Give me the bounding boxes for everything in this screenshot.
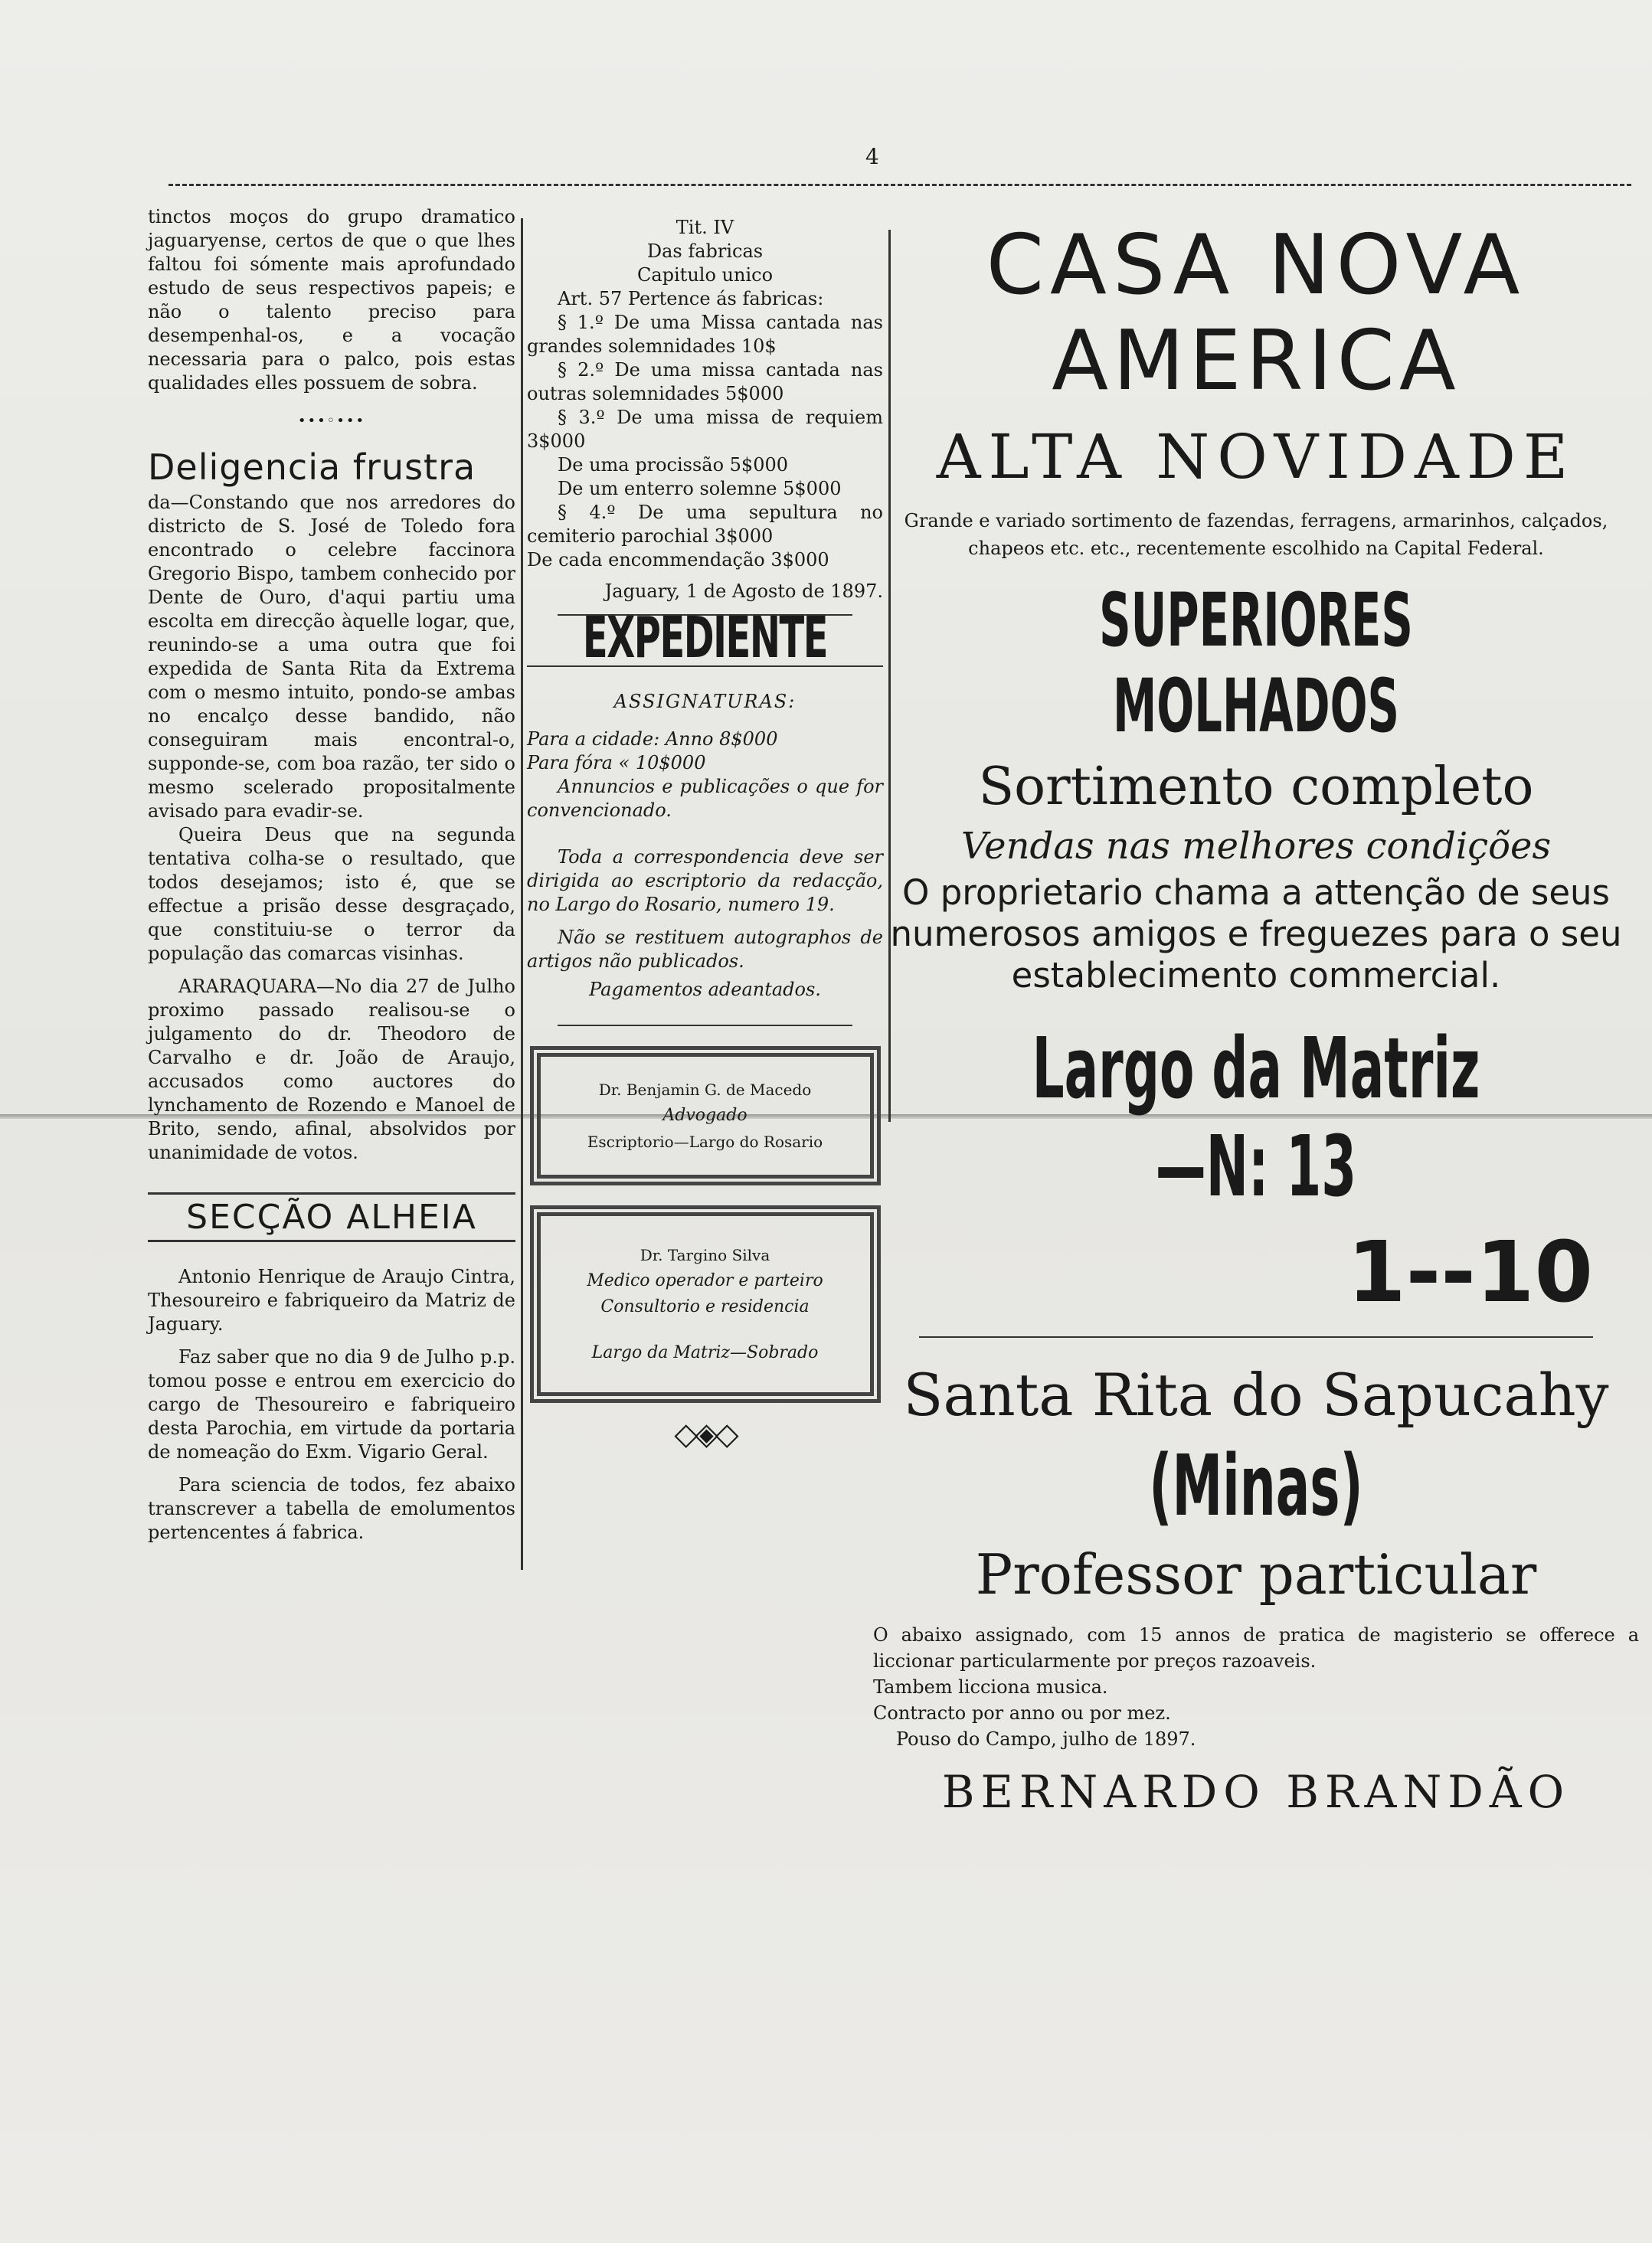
price-fora: Para fóra « 10$000 <box>527 752 706 773</box>
seccao-alheia-title: SECÇÃO ALHEIA <box>148 1192 515 1242</box>
page-number: 4 <box>865 144 879 169</box>
ad-proprietario: O proprietario chama a attenção de seus numerosos amigos e freguezes para o seu establecimento commercial. <box>890 872 1622 996</box>
professor-text: O abaixo assignado, com 15 annos de pratica de magisterio se offerece a liccionar particularmente por preços razoaveis. <box>873 1624 1639 1672</box>
ad-description: Grande e variado sortimento de fazendas, ferragens, armarinhos, calçados, chapeos etc. etc., recentemente escolhido na Capital Federal. <box>904 510 1608 559</box>
business-card-targino <box>530 1205 881 1403</box>
paragraph: tinctos moços do grupo dramatico jaguaryense, certos de que o que lhes faltou foi sómente mais aprofundado estudo de seus respectivos papeis; e não o talento preciso para desempenhal-os, e a vocação necessaria para o palco, pois estas qualidades elles possuem de sobra. <box>148 206 515 394</box>
paragraph: Para sciencia de todos, fez abaixo transcrever a tabella de emolumentos pertencentes á fabrica. <box>148 1474 515 1543</box>
fee-item: § 4.º De uma sepultura no cemiterio parochial 3$000 <box>527 502 883 547</box>
fee-item: De cada encommendação 3$000 <box>527 549 829 571</box>
card-name: Dr. Targino Silva <box>640 1246 770 1264</box>
column-3-advertisement <box>873 216 1639 1818</box>
paragraph-araraquara: ARARAQUARA—No dia 27 de Julho proximo passado realisou-se o julgamento do dr. Theodoro de Carvalho e dr. João de Araujo, accusados como auctores do lynchamento de Rozendo e Manoel de Brito, sendo, afinal, absolvidos por unanimidade de votos. <box>148 976 515 1163</box>
fee-item: § 2.º De uma missa cantada nas outras solemnidades 5$000 <box>527 359 883 404</box>
card-title: Advogado <box>662 1106 747 1125</box>
ornament: •••◦••• <box>297 413 366 429</box>
paragraph: Faz saber que no dia 9 de Julho p.p. tomou posse e entrou em exercicio do cargo de Thesoureiro e fabriqueiro desta Parochia, em virtude da portaria de nomeação do Exm. Vigario Geral. <box>148 1346 515 1463</box>
pagamentos: Pagamentos adeantados. <box>589 979 821 1000</box>
ad-number: 1--10 <box>1347 1223 1593 1321</box>
annuncios: Annuncios e publicações o que for convencionado. <box>527 776 883 821</box>
card-address: Escriptorio—Largo do Rosario <box>587 1133 823 1151</box>
fee-item: De um enterro solemne 5$000 <box>558 478 842 499</box>
article-57: Art. 57 Pertence ás fabricas: <box>558 288 824 309</box>
professor-text: Contracto por anno ou por mez. <box>873 1702 1171 1724</box>
card-subtitle: Consultorio e residencia <box>600 1297 810 1316</box>
fee-item: § 3.º De uma missa de requiem 3$000 <box>527 407 883 452</box>
title-tit: Tit. IV <box>676 217 734 238</box>
ad-molhados: SUPERIORES MOLHADOS <box>1099 577 1413 749</box>
paragraph: da—Constando que nos arredores do districto de S. José de Toledo fora encontrado o celebre faccinora Gregorio Bispo, tambem conhecido por Dente de Ouro, d'aqui partiu uma escolta em direcção àquelle logar, que, reunindo-se a uma outra que foi expedida de Santa Rita da Extrema com o mesmo intuito, pondo-se ambas no encalço desse bandido, não conseguiram mais encontral-o, supponde-se, com boa razão, ter sido o mesmo scelerado propositalmente avisado para evadir-se. <box>148 492 515 822</box>
expediente-title: EXPEDIENTE <box>582 605 828 671</box>
column-2 <box>527 216 883 1452</box>
fee-item: De uma procissão 5$000 <box>558 454 788 476</box>
ad-alta-novidade: ALTA NOVIDADE <box>936 421 1576 492</box>
card-name: Dr. Benjamin G. de Macedo <box>598 1081 812 1099</box>
business-card-macedo <box>530 1046 881 1185</box>
ad-vendas: Vendas nas melhores condições <box>960 825 1552 868</box>
card-title: Medico operador e parteiro <box>587 1271 823 1290</box>
ad-minas: (Minas) <box>1149 1437 1363 1535</box>
title-capitulo: Capitulo unico <box>636 264 774 286</box>
rule <box>558 1025 852 1026</box>
diamond-ornament-icon: ◇◈◇ <box>674 1417 736 1452</box>
ad-america: AMERICA <box>1052 313 1461 409</box>
professor-dateline: Pouso do Campo, julho de 1897. <box>896 1728 1196 1750</box>
rule <box>919 1336 1593 1338</box>
signature: BERNARDO BRANDÃO <box>941 1766 1571 1818</box>
autographos: Não se restituem autographos de artigos não publicados. <box>527 927 883 972</box>
dateline: Jaguary, 1 de Agosto de 1897. <box>604 580 883 602</box>
professor-text: Tambem licciona musica. <box>873 1676 1108 1698</box>
fee-item: § 1.º De uma Missa cantada nas grandes solemnidades 10$ <box>527 312 883 357</box>
top-rule <box>168 184 1631 186</box>
paragraph: Antonio Henrique de Araujo Cintra, Thesoureiro e fabriqueiro da Matriz de Jaguary. <box>148 1266 515 1335</box>
paragraph: Queira Deus que na segunda tentativa colha-se o resultado, que todos desejamos; isto é, que se effectue a prisão desse desgraçado, que constituiu-se o terror da população das comarcas visinhas. <box>148 824 515 964</box>
correspondencia: Toda a correspondencia deve ser dirigida ao escriptorio da redacção, no Largo do Rosario, numero 19. <box>527 846 883 915</box>
title-fabricas: Das fabricas <box>646 240 764 262</box>
column-1 <box>148 205 515 1545</box>
column-rule-1 <box>521 218 523 1570</box>
ad-casa-nova: CASA NOVA <box>986 217 1526 313</box>
ad-largo-matriz: Largo da Matriz—N: 13 <box>1032 1019 1480 1215</box>
headline-deligencia: Deligencia frustra <box>148 446 476 488</box>
ad-professor: Professor particular <box>975 1542 1537 1607</box>
assignaturas-heading: ASSIGNATURAS: <box>613 691 797 712</box>
ad-santa-rita: Santa Rita do Sapucahy <box>903 1361 1609 1429</box>
price-cidade: Para a cidade: Anno 8$000 <box>527 728 778 750</box>
card-address: Largo da Matriz—Sobrado <box>591 1343 819 1362</box>
ad-sortimento: Sortimento completo <box>978 757 1534 817</box>
